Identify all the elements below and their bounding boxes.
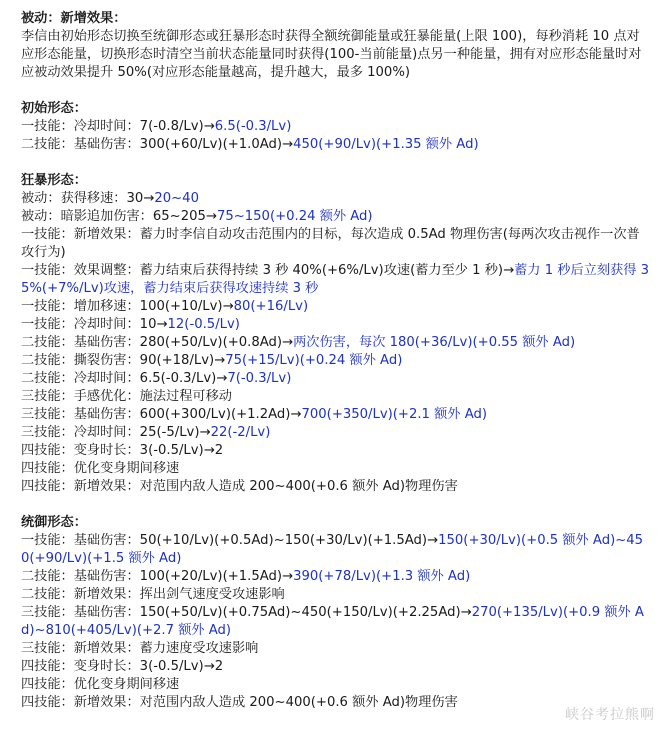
entry-text: 基础伤害：280(+50/Lv)(+0.8Ad)→ [73,335,294,350]
entry-line [21,478,649,496]
entry-line [21,370,649,388]
entry-line [21,298,649,316]
entry-line [21,442,649,460]
section-berserk-form [21,172,649,496]
section-command-form [21,514,649,712]
entry-label: 二技能： [21,569,74,584]
entry-text: 新增效果：对范围内敌人造成 200~400(+0.6 额外 Ad)物理伤害 [73,479,458,494]
entry-line [21,640,649,658]
entry-line [21,388,649,406]
entry-label: 一技能： [21,299,74,314]
entry-label: 二技能： [21,587,74,602]
entry-text: 新增效果：对范围内敌人造成 200~400(+0.6 额外 Ad)物理伤害 [73,695,458,710]
entry-label: 四技能： [21,461,74,476]
entry-label: 三技能： [21,407,74,422]
entry-text: 变身时长：3(-0.5/Lv)→2 [73,443,224,458]
entry-text: 冷却时间：10→ [73,317,168,332]
entry-text: 基础伤害：100(+20/Lv)(+1.5Ad)→ [73,569,294,584]
entry-label: 被动： [21,191,61,206]
entry-new-value: 450(+90/Lv)(+1.35 额外 Ad) [293,137,479,152]
entry-text: 变身时长：3(-0.5/Lv)→2 [73,659,224,674]
entry-label: 四技能： [21,443,74,458]
entry-new-value: 700(+350/Lv)(+2.1 额外 Ad) [301,407,488,422]
entry-new-value: 75~150(+0.24 额外 Ad) [216,209,373,224]
passive-title: 被动：新增效果： [21,11,127,26]
entry-line [21,586,649,604]
entry-line [21,604,649,640]
entry-new-value: 两次伤害，每次 180(+36/Lv)(+0.55 额外 Ad) [293,335,576,350]
entry-label: 一技能： [21,317,74,332]
passive-block [21,10,649,82]
entry-line [21,226,649,262]
entry-text: 手感优化：施法过程可移动 [73,389,232,404]
entry-text: 增加移速：100(+10/Lv)→ [73,299,234,314]
entry-line [21,352,649,370]
entry-label: 三技能： [21,389,74,404]
entry-text: 基础伤害：50(+10/Lv)(+0.5Ad)~150(+30/Lv)(+1.5Ad)→ [73,533,439,548]
entry-line [21,190,649,208]
passive-description: 李信由初始形态切换至统御形态或狂暴形态时获得全额统御能量或狂暴能量(上限 100)，每秒消耗 10 点对应形态能量，切换形态时清空当前状态能量同时获得(100-当前能量)点另一种能量，拥有对应形态能量时对应被动效果提升 50%(对应形态能量越高，提升越大，最多 100%) [21,29,642,80]
section-title: 统御形态： [21,515,87,530]
entry-label: 四技能： [21,677,74,692]
entry-new-value: 12(-0.5/Lv) [167,317,240,332]
entry-new-value: 80(+16/Lv) [233,299,309,314]
entry-label: 一技能： [21,263,74,278]
entry-new-value: 390(+78/Lv)(+1.3 额外 Ad) [293,569,471,584]
section-title: 狂暴形态： [21,173,87,188]
entry-label: 一技能： [21,533,74,548]
entry-line [21,568,649,586]
entry-line [21,334,649,352]
entry-text: 优化变身期间移速 [73,461,180,476]
entry-label: 三技能： [21,605,74,620]
entry-label: 二技能： [21,371,74,386]
entry-new-value: 20~40 [154,191,199,206]
entry-text: 获得移速：30→ [60,191,155,206]
entry-label: 一技能： [21,227,74,242]
entry-label: 三技能： [21,641,74,656]
entry-new-value: 6.5(-0.3/Lv) [214,119,292,134]
entry-new-value: 22(-2/Lv) [210,425,271,440]
watermark: 峡谷考拉熊啊 [565,707,655,723]
entry-label: 四技能： [21,479,74,494]
entry-line [21,532,649,568]
entry-label: 被动： [21,209,61,224]
entry-label: 四技能： [21,659,74,674]
entry-text: 新增效果：蓄力速度受攻速影响 [73,641,259,656]
entry-line [21,316,649,334]
entry-text: 暗影追加伤害：65~205→ [60,209,217,224]
entry-text: 撕裂伤害：90(+18/Lv)→ [73,353,226,368]
entry-line [21,676,649,694]
section-initial-form [21,100,649,154]
entry-label: 三技能： [21,425,74,440]
entry-text: 冷却时间：6.5(-0.3/Lv)→ [73,371,228,386]
entry-line [21,262,649,298]
entry-label: 四技能： [21,695,74,710]
entry-text: 新增效果：挥出剑气速度受攻速影响 [73,587,285,602]
entry-line [21,118,649,136]
entry-line [21,424,649,442]
entry-line [21,694,649,712]
entry-text: 基础伤害：600(+300/Lv)(+1.2Ad)→ [73,407,302,422]
entry-text: 冷却时间：7(-0.8/Lv)→ [73,119,215,134]
entry-label: 二技能： [21,335,74,350]
entry-label: 二技能： [21,353,74,368]
entry-line [21,406,649,424]
entry-line [21,460,649,478]
entry-label: 二技能： [21,137,74,152]
entry-new-value: 270(+135/Lv)(+0.9 额外 Ad)~810(+405/Lv)(+2.7 额外 Ad) [21,605,644,638]
entry-new-value: 7(-0.3/Lv) [227,371,292,386]
entry-text: 新增效果：蓄力时李信自动攻击范围内的目标，每次造成 0.5Ad 物理伤害(每两次攻击视作一次普攻行为) [21,227,640,260]
entry-text: 基础伤害：300(+60/Lv)(+1.0Ad)→ [73,137,294,152]
entry-new-value: 75(+15/Lv)(+0.24 额外 Ad) [225,353,403,368]
entry-text: 基础伤害：150(+50/Lv)(+0.75Ad)~450(+150/Lv)(+2.25Ad)→ [73,605,472,620]
entry-text: 效果调整：蓄力结束后获得持续 3 秒 40%(+6%/Lv)攻速(蓄力至少 1 秒)→ [73,263,515,278]
entry-line [21,208,649,226]
entry-text: 优化变身期间移速 [73,677,180,692]
entry-new-value: 蓄力 1 秒后立刻获得 35%(+7%/Lv)攻速，蓄力结束后获得攻速持续 3 秒 [21,263,649,296]
entry-line [21,136,649,154]
entry-new-value: 150(+30/Lv)(+0.5 额外 Ad)~450(+90/Lv)(+1.5 额外 Ad) [21,533,644,566]
patch-notes-document [21,10,649,712]
entry-text: 冷却时间：25(-5/Lv)→ [73,425,211,440]
entry-label: 一技能： [21,119,74,134]
entry-line [21,658,649,676]
section-title: 初始形态： [21,101,87,116]
